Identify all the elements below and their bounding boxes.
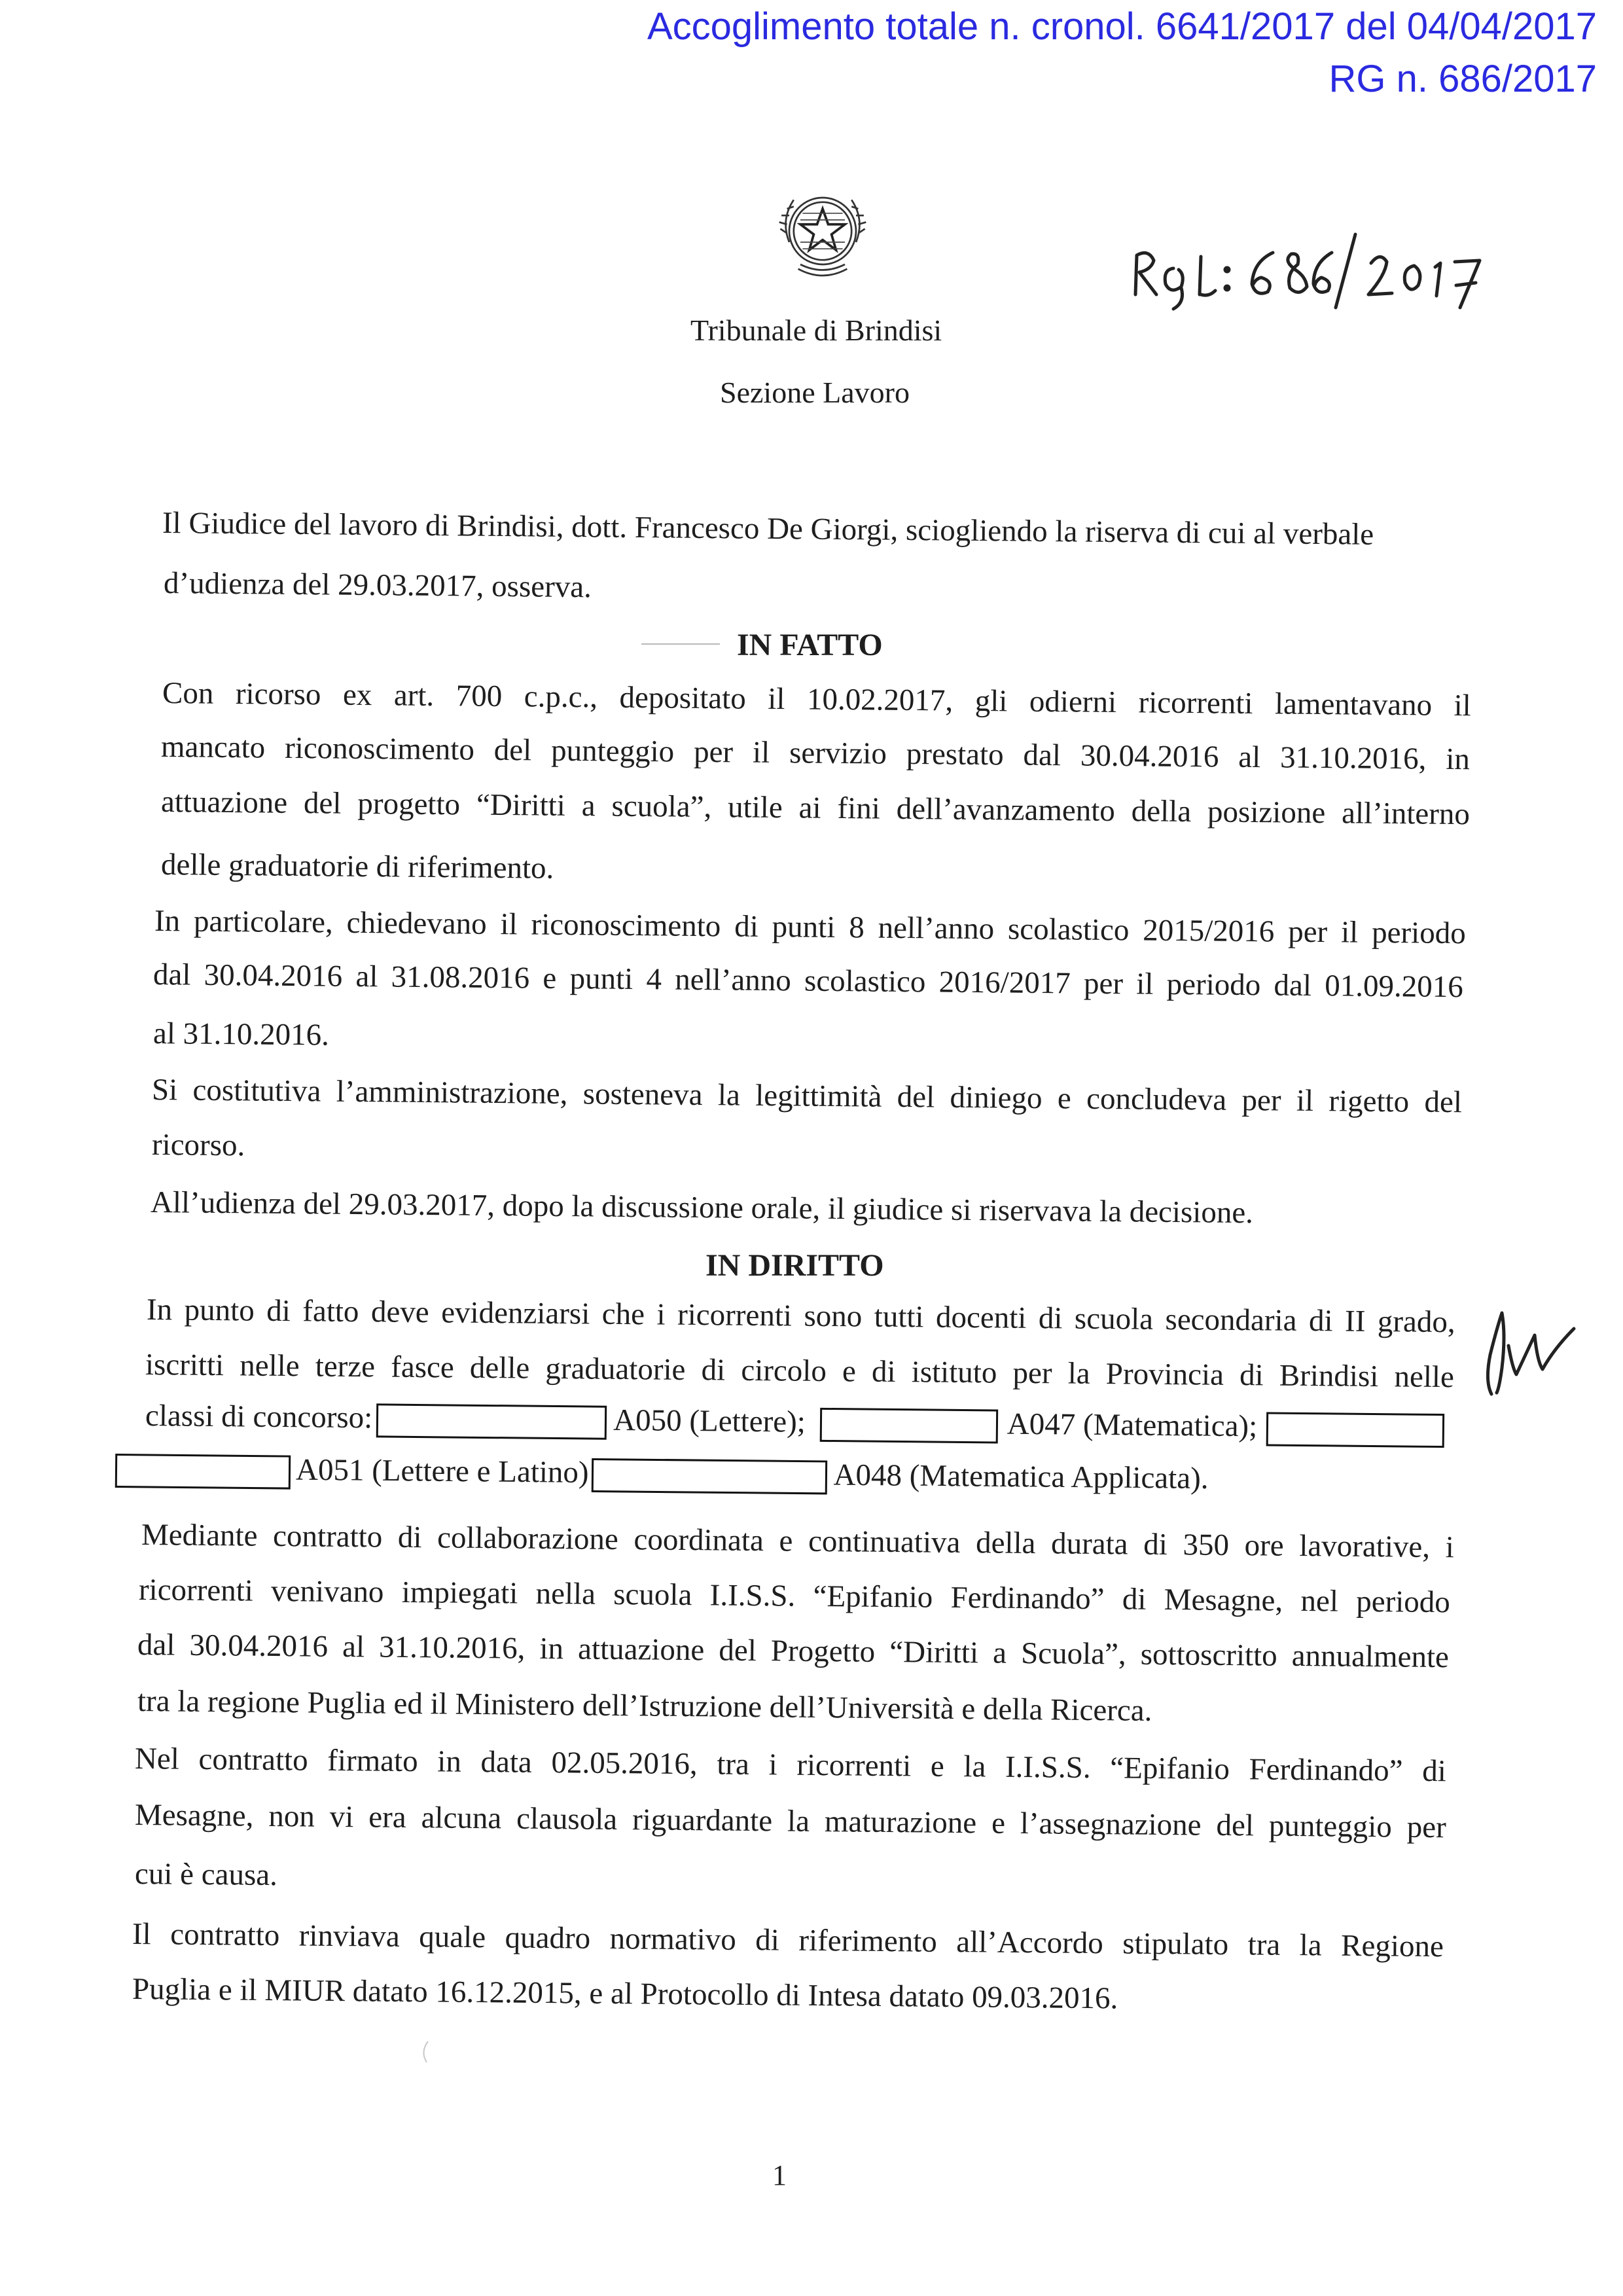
word: Brindisi [1279, 1358, 1379, 1394]
word: normativo [609, 1922, 737, 1957]
word: di [701, 1353, 726, 1388]
paragraph-line: ricorso. [151, 1128, 245, 1163]
word: punti [569, 961, 633, 997]
word: lavorative, [1299, 1528, 1431, 1564]
word: punto [184, 1293, 255, 1328]
word: il [500, 907, 518, 942]
word: 01.09.2016 [1325, 969, 1463, 1005]
word: che [601, 1297, 645, 1332]
word: all’interno [1341, 796, 1471, 832]
word: punti [772, 910, 836, 944]
paragraph-line [161, 732, 1470, 775]
redaction-box [115, 1454, 291, 1490]
word: del [1424, 1085, 1463, 1120]
redaction-box [376, 1404, 607, 1440]
paragraph-line [137, 1630, 1449, 1673]
word: di [397, 1520, 422, 1555]
class-a047: A047 (Matematica); [1007, 1407, 1258, 1444]
word: 31.08.2016 [391, 960, 530, 996]
word: per [1083, 966, 1124, 1001]
word: di [1143, 1527, 1168, 1562]
word: e [779, 1524, 793, 1558]
word: “Epifanio [813, 1579, 933, 1615]
word: per [1287, 914, 1328, 950]
paragraph-line [135, 1800, 1446, 1843]
word: al [342, 1630, 365, 1664]
word: Ferdinando” [950, 1580, 1105, 1617]
redaction-box [820, 1408, 998, 1444]
word: del [719, 1633, 757, 1668]
paragraph-line: al 31.10.2016. [152, 1016, 330, 1052]
word: Regione [1340, 1928, 1444, 1964]
word: 31.10.2016, [378, 1630, 526, 1666]
word: In [154, 904, 181, 939]
paragraph-line [139, 1575, 1450, 1618]
word: chiedevano [346, 905, 487, 941]
word: concludeva [1086, 1081, 1227, 1117]
word: 8 [848, 910, 865, 945]
word: continuativa [808, 1524, 961, 1560]
paragraph-line [152, 1075, 1462, 1118]
word: annualmente [1291, 1638, 1450, 1675]
word: dal [1274, 968, 1312, 1003]
word: nella [535, 1576, 596, 1611]
word: firmato [327, 1743, 418, 1779]
word: la [787, 1804, 810, 1839]
word: il [1296, 1083, 1314, 1119]
word: evidenziarsi [440, 1295, 590, 1331]
word: il [1454, 688, 1472, 723]
decision-stamp: Accoglimento totale n. cronol. 6641/2017 del 04/04/2017 [647, 5, 1597, 48]
paragraph-line: delle graduatorie di riferimento. [160, 848, 554, 886]
word: clausola [516, 1801, 618, 1837]
word: di [266, 1293, 291, 1329]
handwritten-case-reference [1122, 229, 1489, 314]
word: contratto [169, 1917, 280, 1953]
word: scolastico [1007, 912, 1130, 948]
word: a [581, 789, 596, 823]
word: “Epifanio [1110, 1751, 1230, 1787]
word: nell’anno [878, 910, 995, 946]
word: i [656, 1297, 666, 1332]
word: nelle [240, 1348, 300, 1384]
word: ricorrenti [796, 1748, 912, 1784]
word: stipulato [1122, 1926, 1229, 1962]
word: di [1239, 1358, 1264, 1393]
word: e [842, 1354, 857, 1389]
word: “Diritti [889, 1635, 979, 1670]
word: 02.05.2016, [551, 1746, 698, 1782]
word: Con [162, 676, 214, 711]
word: l’assegnazione [1020, 1806, 1202, 1842]
word: di [734, 909, 759, 944]
word: di [755, 1923, 780, 1958]
word: e [930, 1749, 944, 1784]
paragraph-line [154, 906, 1466, 949]
word: di [1421, 1753, 1447, 1789]
word: dal [1023, 738, 1061, 773]
word: scuola [613, 1577, 692, 1613]
word: dell’avanzamento [896, 791, 1116, 828]
intro-line: d’udienza del 29.03.2017, osserva. [163, 566, 592, 605]
word: “Diritti [476, 787, 566, 823]
word: periodo [1355, 1584, 1451, 1620]
word: fasce [390, 1350, 455, 1385]
word: durata [1050, 1526, 1128, 1562]
word: la [1299, 1928, 1322, 1963]
word: diniego [950, 1080, 1043, 1116]
word: Mesagne, [134, 1798, 254, 1833]
word: il [768, 681, 785, 717]
section-name: Sezione Lavoro [720, 376, 910, 409]
word: attuazione [577, 1632, 705, 1668]
word: nelle [1394, 1359, 1455, 1395]
word: costitutiva [192, 1073, 321, 1109]
word: Scuola”, [1020, 1636, 1126, 1672]
word: di [1122, 1582, 1147, 1617]
word: 2016/2017 [938, 965, 1071, 1001]
word: scolastico [804, 963, 926, 999]
word: all’Accordo [956, 1925, 1104, 1961]
word: terze [315, 1349, 376, 1384]
word: riconoscimento [531, 907, 721, 944]
redaction-box [591, 1458, 827, 1494]
word: 30.04.2016 [204, 958, 343, 994]
word: Ferdinando” [1249, 1752, 1403, 1788]
word: sono [804, 1299, 863, 1334]
word: iscritti [145, 1348, 224, 1383]
word: ricorrenti [138, 1573, 254, 1608]
word: fini [837, 791, 881, 826]
section-heading-in-fatto: IN FATTO [737, 628, 883, 662]
word: della [975, 1526, 1036, 1561]
word: punteggio [550, 733, 675, 769]
word: mancato [160, 730, 266, 765]
word: utile [727, 790, 783, 825]
word: 4 [646, 962, 662, 997]
word: gli [974, 683, 1008, 719]
handwritten-initials [1482, 1309, 1580, 1401]
word: della [1131, 794, 1192, 829]
word: al [355, 959, 378, 994]
word: i [1445, 1530, 1455, 1565]
word: e [543, 961, 557, 996]
word: grado, [1377, 1304, 1455, 1340]
word: 10.02.2017, [806, 682, 954, 718]
paragraph-line [147, 1295, 1455, 1338]
word: contratto [198, 1742, 308, 1778]
word: e [1057, 1081, 1072, 1116]
word: il [752, 735, 770, 770]
word: 2015/2016 [1143, 913, 1275, 949]
word: l’amministrazione, [336, 1074, 568, 1111]
word: tutti [874, 1299, 924, 1335]
word: Il [132, 1917, 151, 1952]
word: maturazione [824, 1804, 977, 1840]
word: vi [329, 1799, 354, 1835]
redaction-box [1266, 1412, 1444, 1448]
word: riferimento [798, 1923, 938, 1959]
word: a [992, 1636, 1007, 1670]
intro-line: Il Giudice del lavoro di Brindisi, dott. Francesco De Giorgi, sciogliendo la riserva di cui al verbale [162, 506, 1374, 552]
word: coordinata [633, 1522, 764, 1558]
word: 31.10.2016, [1279, 740, 1427, 776]
word: scuola”, [611, 789, 712, 825]
word: di [1038, 1301, 1063, 1336]
paragraph-line [162, 678, 1471, 721]
word: scuola [1074, 1301, 1154, 1336]
paragraph-line [132, 1919, 1444, 1962]
word: impiegati [401, 1575, 518, 1611]
word: la [963, 1749, 986, 1784]
word: nel [1300, 1584, 1339, 1619]
word: del [493, 732, 532, 768]
word: particolare, [193, 904, 333, 940]
word: era [368, 1800, 406, 1835]
word: 30.04.2016 [189, 1628, 329, 1664]
word: al [1238, 740, 1261, 775]
word: sosteneva [582, 1077, 703, 1113]
paragraph-line: tra la regione Puglia ed il Ministero dell’Istruzione dell’Università e della Ricerca. [137, 1684, 1152, 1728]
word: ricorrenti [677, 1297, 793, 1333]
word: servizio [789, 736, 887, 771]
word: circolo [741, 1353, 827, 1388]
word: per [693, 734, 734, 770]
word: 700 [455, 679, 503, 713]
word: il [1136, 967, 1154, 1001]
word: In [146, 1293, 173, 1327]
word: Nel [134, 1742, 180, 1776]
word: art. [393, 678, 435, 713]
word: legittimità [755, 1078, 882, 1114]
paragraph-line [135, 1744, 1446, 1787]
paragraph-line: cui è causa. [134, 1857, 278, 1893]
word: del [303, 786, 342, 821]
word: rigetto [1329, 1084, 1410, 1119]
word: 350 [1183, 1528, 1230, 1562]
word: graduatorie [545, 1351, 686, 1387]
word: odierni [1029, 684, 1117, 719]
case-number-stamp: RG n. 686/2017 [1329, 58, 1597, 100]
word: il [1340, 915, 1359, 950]
word: progetto [357, 786, 461, 822]
word: ex [342, 677, 372, 713]
word: i [768, 1748, 777, 1782]
word: non [268, 1799, 315, 1834]
word: di [871, 1354, 896, 1390]
word: del [897, 1079, 935, 1115]
word: quale [419, 1920, 486, 1955]
word: per [1406, 1810, 1447, 1845]
paragraph-line [145, 1350, 1454, 1393]
word: secondaria [1165, 1302, 1297, 1338]
word: la [717, 1078, 741, 1113]
classes-line [115, 1453, 1209, 1498]
word: per [1012, 1355, 1052, 1391]
word: tra [717, 1747, 750, 1782]
word: del [1216, 1808, 1255, 1843]
class-a048: A048 (Matematica Applicata). [833, 1458, 1209, 1496]
word: e [991, 1806, 1006, 1840]
word: Provincia [1105, 1357, 1224, 1392]
paragraph-line: Puglia e il MIUR datato 16.12.2015, e al Protocollo di Intesa datato 09.03.2016. [132, 1972, 1118, 2016]
word: periodo [1166, 967, 1261, 1003]
word: deve [370, 1295, 429, 1330]
word: ricorrenti [1138, 685, 1253, 721]
word: riguardante [632, 1803, 773, 1839]
word: rinviava [298, 1918, 401, 1954]
word: quadro [505, 1920, 591, 1956]
word: la [1067, 1356, 1090, 1391]
word: sottoscritto [1140, 1637, 1277, 1673]
word: riconoscimento [284, 730, 475, 767]
word: data [480, 1745, 533, 1780]
word: delle [469, 1350, 530, 1386]
paragraph-line: All’udienza del 29.03.2017, dopo la discussione orale, il giudice si riservava la decisione. [150, 1185, 1254, 1230]
classes-prefix: classi di concorso: [145, 1399, 373, 1435]
word: lamentavano [1274, 687, 1433, 723]
word: c.p.c., [524, 679, 598, 715]
word: I.I.S.S. [709, 1578, 796, 1613]
word: ricorso [235, 677, 321, 712]
word: venivano [270, 1573, 384, 1609]
word: istituto [911, 1355, 997, 1390]
word: contratto [272, 1518, 383, 1554]
word: collaborazione [437, 1520, 619, 1556]
court-name: Tribunale di Brindisi [690, 314, 942, 347]
word: docenti [935, 1300, 1027, 1335]
word: nell’anno [675, 962, 792, 998]
paragraph-line [141, 1520, 1454, 1563]
word: dal [152, 958, 191, 992]
section-heading-in-diritto: IN DIRITTO [705, 1248, 884, 1283]
word: periodo [1371, 915, 1466, 951]
paragraph-line [153, 960, 1463, 1003]
italian-republic-emblem-icon [767, 175, 878, 287]
word: in [539, 1631, 564, 1666]
pen-stroke [641, 643, 720, 645]
word: Mesagne, [1164, 1583, 1283, 1618]
word: ore [1244, 1528, 1284, 1563]
word: I.I.S.S. [1005, 1749, 1091, 1785]
word: 30.04.2016 [1080, 738, 1219, 774]
class-a050: A050 (Lettere); [613, 1403, 806, 1439]
classes-line [145, 1401, 1445, 1448]
word: in [437, 1744, 462, 1779]
word: per [1241, 1083, 1281, 1118]
paragraph-line [161, 787, 1470, 830]
word: in [1446, 742, 1471, 777]
word: punteggio [1268, 1808, 1393, 1844]
word: Progetto [770, 1634, 876, 1669]
stray-pen-mark [419, 2039, 431, 2065]
word: ai [798, 791, 821, 825]
word: dal [137, 1628, 175, 1662]
word: fatto [302, 1294, 359, 1329]
page-number: 1 [772, 2159, 787, 2191]
word: di [1308, 1304, 1333, 1338]
word: Mediante [141, 1518, 258, 1553]
word: posizione [1207, 795, 1326, 831]
word: depositato [619, 680, 746, 716]
word: Si [151, 1073, 178, 1107]
word: II [1344, 1304, 1366, 1338]
word: tra [1247, 1928, 1281, 1962]
word: prestato [906, 736, 1004, 772]
word: attuazione [160, 785, 288, 820]
word: alcuna [421, 1801, 502, 1836]
class-a051: A051 (Lettere e Latino) [295, 1452, 589, 1490]
